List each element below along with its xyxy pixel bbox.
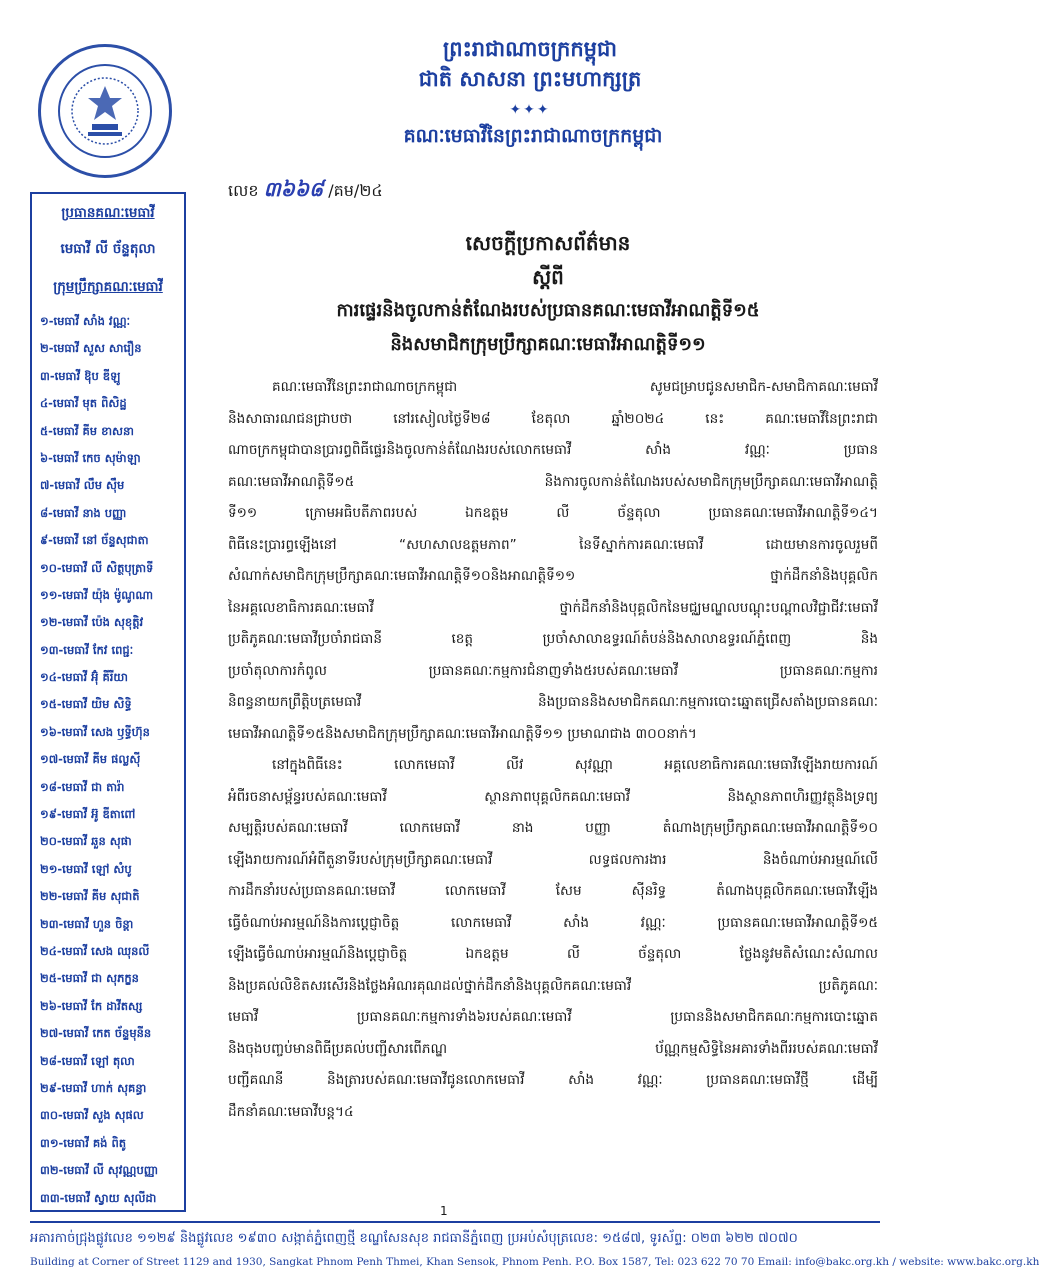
page-number: 1 <box>440 1204 448 1218</box>
seal-inner-ring <box>58 64 152 158</box>
list-item: ២០-មេធាវី ឆួន សុផា <box>40 834 132 849</box>
body-line: ឡើងធ្វើចំណាប់អារម្មណ៍និងប្តេជ្ញាចិត្ត ឯកឧត្តម លី ច័ន្ទតុលា ថ្លែងនូវមតិសំណេះសំណាល <box>228 946 878 962</box>
header-motto: ជាតិ សាសនា ព្រះមហាក្សត្រ <box>418 66 642 91</box>
body-line: សំណាក់សមាជិកក្រុមប្រឹក្សាគណៈមេធាវីអាណត្តិទី១០និងអាណត្តិទី១១ ថ្នាក់ដឹកនាំនិងបុគ្គលិក <box>228 568 878 584</box>
list-item: ៣២-មេធាវី លី សុវណ្ណបញ្ញា <box>40 1163 159 1178</box>
list-item: ១៤-មេធាវី អ៊ុំ គីរីយា <box>40 670 129 685</box>
body-line: ប្រតិភូគណៈមេធាវីប្រចាំរាជធានី ខេត្ត ប្រចាំសាលាឧទ្ធរណ៍តំបន់និងសាលាឧទ្ធរណ៍ភ្នំពេញ និង <box>228 631 878 647</box>
list-item: ១៨-មេធាវី ជា តារ៉ា <box>40 779 125 794</box>
list-item: ២-មេធាវី សួស សារឿន <box>40 341 142 356</box>
council-heading: ក្រុមប្រឹក្សាគណៈមេធាវី <box>53 279 163 295</box>
list-item: ៣-មេធាវី ឱុប ឌីឡូ <box>40 368 121 383</box>
list-item: ៨-មេធាវី នាង បញ្ញា <box>40 505 127 520</box>
list-item: ១៦-មេធាវី សេង ឫទ្ធីហ៊ុន <box>40 724 150 739</box>
document-title: សេចក្តីប្រកាសព័ត៌មាន <box>465 231 631 255</box>
header-kingdom: ព្រះរាជាណាចក្រកម្ពុជា <box>442 36 617 61</box>
body-line: នៅក្នុងពិធីនេះ លោកមេធាវី លីវ សុវណ្ណា អគ្គលេខាធិការគណៈមេធាវីឡើងរាយការណ៍ <box>272 757 878 773</box>
reference-prefix: លេខ <box>228 181 264 200</box>
list-item: ២៤-មេធាវី សេង ឈុនលី <box>40 943 150 958</box>
body-line: មេធាវីអាណត្តិទី១៥និងសមាជិកក្រុមប្រឹក្សាគណៈមេធាវីអាណត្តិទី១១ ប្រមាណជាង ៣០០នាក់។ <box>228 725 697 742</box>
body-line: គណៈមេធាវីនៃព្រះរាជាណាចក្រកម្ពុជា សូមជម្រាបជូនសមាជិក-សមាជិកាគណៈមេធាវី <box>272 379 878 395</box>
list-item: ១-មេធាវី សាំង វណ្ណៈ <box>40 314 131 328</box>
body-line: សម្បត្តិរបស់គណៈមេធាវី លោកមេធាវី នាង បញ្ញា តំណាងក្រុមប្រឹក្សាគណៈមេធាវីអាណត្តិទី១០ <box>228 820 878 836</box>
list-item: ១៩-មេធាវី អ៊ូ ឌីតាពៅ <box>40 807 136 822</box>
body-line: មេធាវី ប្រធានគណៈកម្មការទាំង៦របស់គណៈមេធាវី ប្រធាននិងសមាជិកគណៈកម្មការបោះឆ្នោត <box>228 1009 878 1025</box>
body-line: និងសាធារណជនជ្រាបថា នៅរសៀលថ្ងៃទី២៨ ខែតុលា ឆ្នាំ២០២៤ នេះ គណៈមេធាវីនៃព្រះរាជា <box>228 410 878 427</box>
list-item: ២៦-មេធាវី កែ ដាវីតស្ស <box>40 998 143 1013</box>
list-item: ២៩-មេធាវី ហាក់ សុគន្ធា <box>40 1080 147 1095</box>
body-line: និងប្រគល់លិខិតសរសើរនិងថ្លែងអំណរគុណដល់ថ្នាក់ដឹកនាំនិងបុគ្គលិកគណៈមេធាវី ប្រតិភូគណៈ <box>228 977 878 994</box>
list-item: ៣៣-មេធាវី ស្វាយ សុលីដា <box>40 1190 157 1205</box>
list-item: ២៨-មេធាវី ឡៅ តុលា <box>40 1053 135 1068</box>
body-line: ទី១១ ក្រោមអធិបតីភាពរបស់ ឯកឧត្តម លី ច័ន្ទតុលា ប្រធានគណៈមេធាវីអាណត្តិទី១៤។ <box>228 505 878 521</box>
body-line: នៃអគ្គលេខាធិការគណៈមេធាវី ថ្នាក់ដឹកនាំនិងបុគ្គលិកនៃមជ្ឈមណ្ឌលបណ្តុះបណ្តាលវិជ្ជាជីវៈមេធាវី <box>228 599 878 616</box>
list-item: ១៣-មេធាវី កែវ ពេជ្ជៈ <box>40 642 134 657</box>
bar-association-seal <box>38 44 172 178</box>
body-line: និពន្ធនាយកព្រឹត្តិបត្រមេធាវី និងប្រធាននិងសមាជិកគណៈកម្មការបោះឆ្នោតជ្រើសតាំងប្រធានគណៈ <box>228 694 878 710</box>
president-heading: ប្រធានគណៈមេធាវី <box>61 205 155 221</box>
list-item: ៣១-មេធាវី គង់ ពិតូ <box>40 1135 127 1150</box>
body-line: ណាចក្រកម្ពុជាបានប្រារព្ធពិធីផ្ទេរនិងចូលកាន់តំណែងរបស់លោកមេធាវី សាំង វណ្ណៈ ប្រធាន <box>228 442 878 458</box>
list-item: ៩-មេធាវី នៅ ច័ន្ទសុជាតា <box>40 533 149 548</box>
list-item: ៣០-មេធាវី សួង សុផល <box>40 1108 144 1123</box>
body-line: បញ្ជីគណនី និងត្រារបស់គណៈមេធាវីជូនលោកមេធាវី សាំង វណ្ណៈ ប្រធានគណៈមេធាវីថ្មី ដើម្បី <box>228 1072 878 1088</box>
list-item: ២៧-មេធាវី កេត ច័ន្ទមុនីន <box>40 1026 152 1041</box>
footer-address-english: Building at Corner of Street 1129 and 1930, Sangkat Phnom Penh Thmei, Khan Sensok, Phnom Penh. P.O. Box 1587, Tel: 023 622 70 70 Email: info@bakc.org.kh / website: www.bakc.org.kh <box>30 1256 1039 1268</box>
body-line: ការដឹកនាំរបស់ប្រធានគណៈមេធាវី លោកមេធាវី សែម ស៊ីនរិទ្ធ តំណាងបុគ្គលិកគណៈមេធាវីឡើង <box>228 883 878 899</box>
body-line: ពិធីនេះប្រារព្ធឡើងនៅ “សហសាលឧត្តមភាព” នៃទីស្នាក់ការគណៈមេធាវី ដោយមានការចូលរួមពី <box>228 536 878 553</box>
body-line: អំពីរចនាសម្ព័ន្ធរបស់គណៈមេធាវី ស្ថានភាពបុគ្គលិកគណៈមេធាវី និងស្ថានភាពហិរញ្ញវត្ថុនិងទ្រព្យ <box>228 788 878 805</box>
list-item: ២៣-មេធាវី ហួន ចិន្តា <box>40 916 134 931</box>
list-item: ១៧-មេធាវី គីម ផល្លស៊ី <box>40 752 141 767</box>
document-subject-line1: ការផ្ទេរនិងចូលកាន់តំណែងរបស់ប្រធានគណៈមេធាវីអាណត្តិទី១៥ <box>336 300 760 321</box>
seal-icon <box>70 76 140 146</box>
body-line: ប្រចាំតុលាការកំពូល ប្រធានគណៈកម្មការជំនាញទាំង៥របស់គណៈមេធាវី ប្រធានគណៈកម្មការ <box>228 662 878 679</box>
list-item: ១១-មេធាវី យ៉ុង ម៉ូណូណា <box>40 587 154 602</box>
reference-number <box>228 176 383 206</box>
footer-address-khmer: អគារកាច់ជ្រុងផ្លូវលេខ ១១២៩ និងផ្លូវលេខ ១៩៣០ សង្កាត់ភ្នំពេញថ្មី ខណ្ឌសែនសុខ រាជធានីភ្នំពេញ ប្រអប់សំបុត្រលេខ: ១៥៨៧, ទូរស័ព្ទ: ០២៣ ៦២២ ៧០៧០ <box>30 1231 798 1246</box>
header-organization: គណៈមេធាវីនៃព្រះរាជាណាចក្រកម្ពុជា <box>403 125 663 147</box>
document-subject-label: ស្តីពី <box>532 265 564 289</box>
list-item: ៥-មេធាវី គីម ខាសនា <box>40 423 134 438</box>
body-line: ឡើងរាយការណ៍អំពីតួនាទីរបស់ក្រុមប្រឹក្សាគណៈមេធាវី លទ្ធផលការងារ និងចំណាប់អារម្មណ៍លើ <box>228 851 878 868</box>
reference-handwritten-number: ៣៦៦៨ <box>263 177 324 201</box>
list-item: ១០-មេធាវី លី សិត្ថបុត្រាទី <box>40 560 154 575</box>
list-item: ២១-មេធាវី ឡៅ សំបូ <box>40 861 132 876</box>
list-item: ៦-មេធាវី កេច សុម៉ាឡា <box>40 450 141 465</box>
council-sidebar <box>30 192 186 1212</box>
document-subject-line2: និងសមាជិកក្រុមប្រឹក្សាគណៈមេធាវីអាណត្តិទី១១ <box>390 334 706 355</box>
body-line: ធ្វើចំណាប់អារម្មណ៍និងការប្តេជ្ញាចិត្ត លោកមេធាវី សាំង វណ្ណៈ ប្រធានគណៈមេធាវីអាណត្តិទី១៥ <box>228 914 878 931</box>
body-line: គណៈមេធាវីអាណត្តិទី១៥ និងការចូលកាន់តំណែងរបស់សមាជិកក្រុមប្រឹក្សាគណៈមេធាវីអាណត្តិ <box>228 473 878 490</box>
council-member-list <box>32 308 184 1212</box>
footer-divider <box>30 1221 880 1223</box>
list-item: ៧-មេធាវី លឹម ស៊ឹម <box>40 478 125 493</box>
list-item: ២៥-មេធាវី ជា សុភក្ខន <box>40 971 139 986</box>
list-item: ១២-មេធាវី ប៉េង សុខុត្តិវ <box>40 615 144 630</box>
president-name: មេធាវី លី ច័ន្ទតុលា <box>60 241 156 257</box>
list-item: ២២-មេធាវី គីម សុជាតិ <box>40 889 140 904</box>
reference-suffix: /គម/២៤ <box>323 181 383 200</box>
body-line: ដឹកនាំគណៈមេធាវីបន្ត។៤ <box>228 1103 354 1120</box>
header-ornament: ✦✦✦ <box>509 102 551 118</box>
document-body <box>228 372 878 1128</box>
list-item: ៤-មេធាវី មុត ពិសិដ្ឋ <box>40 396 127 411</box>
list-item: ១៥-មេធាវី យិម សិទ្ធិ <box>40 697 132 712</box>
body-line: និងចុងបញ្ចប់មានពិធីប្រគល់បញ្ជីសារពើភណ្ឌ ប័ណ្ណកម្មសិទ្ធិនៃអគារទាំងពីររបស់គណៈមេធាវី <box>228 1040 878 1057</box>
